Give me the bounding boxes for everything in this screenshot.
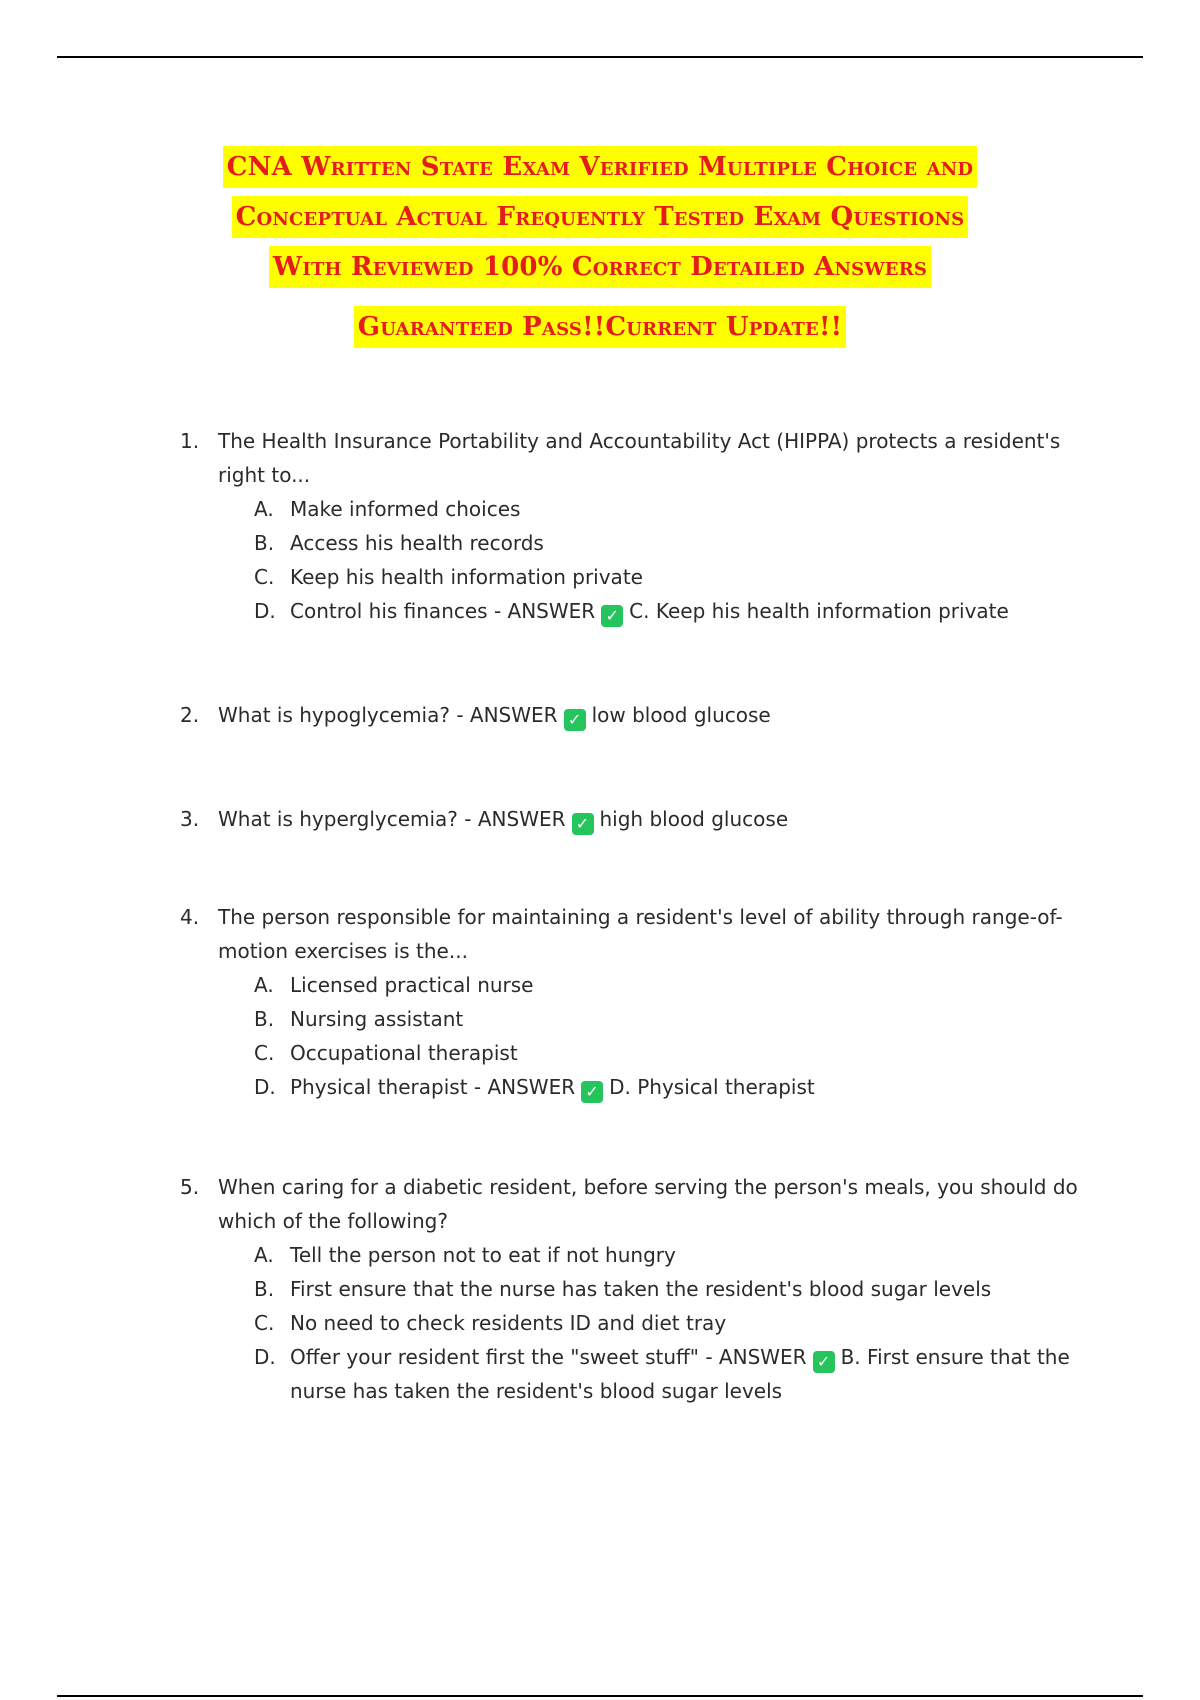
option-list xyxy=(218,1238,1080,1408)
answer-text: C. Keep his health information private xyxy=(629,599,1009,623)
option-d: D. Offer your resident first the "sweet stuff" - ANSWER ✓ B. First ensure that the nurse has taken the resident's blood sugar levels xyxy=(254,1345,1070,1403)
question-number: 2. xyxy=(180,703,200,727)
question-4 xyxy=(180,900,1080,1104)
option-d: D. Physical therapist - ANSWER ✓ D. Physical therapist xyxy=(254,1075,815,1101)
check-mark-icon: ✓ xyxy=(572,813,594,835)
question-3 xyxy=(180,802,1080,836)
question-text: The Health Insurance Portability and Accountability Act (HIPPA) protects a resident's right to... xyxy=(218,429,1061,487)
title-line-4: Guaranteed Pass!!Current Update!! xyxy=(0,306,1200,348)
answer-text: high blood glucose xyxy=(599,807,789,831)
question-text: What is hyperglycemia? - ANSWER ✓ high blood glucose xyxy=(218,807,789,833)
question-number: 4. xyxy=(180,905,200,929)
option-list xyxy=(218,968,1080,1104)
question-text: When caring for a diabetic resident, before serving the person's meals, you should do which of the following? xyxy=(218,1175,1078,1233)
question-text: What is hypoglycemia? - ANSWER ✓ low blood glucose xyxy=(218,703,771,729)
answer-text: B. First ensure that the nurse has taken the resident's blood sugar levels xyxy=(290,1345,1070,1403)
question-2 xyxy=(180,698,1080,732)
question-1 xyxy=(180,424,1080,628)
check-mark-icon: ✓ xyxy=(601,605,623,627)
title-line-3: With Reviewed 100% Correct Detailed Answers xyxy=(0,246,1200,288)
check-mark-icon: ✓ xyxy=(581,1081,603,1103)
option-b: B. Nursing assistant xyxy=(254,1007,464,1031)
option-c: C. No need to check residents ID and diet tray xyxy=(254,1311,727,1335)
check-mark-icon: ✓ xyxy=(564,709,586,731)
question-text: The person responsible for maintaining a resident's level of ability through range-of-motion exercises is the... xyxy=(218,905,1063,963)
option-a: A. Tell the person not to eat if not hungry xyxy=(254,1243,676,1267)
answer-text: D. Physical therapist xyxy=(609,1075,815,1099)
title-line-1: CNA Written State Exam Verified Multiple Choice and xyxy=(0,146,1200,188)
title-line-2: Conceptual Actual Frequently Tested Exam Questions xyxy=(0,196,1200,238)
question-number: 1. xyxy=(180,429,200,453)
question-number: 5. xyxy=(180,1175,200,1199)
option-c: C. Keep his health information private xyxy=(254,565,643,589)
answer-text: low blood glucose xyxy=(591,703,771,727)
document-title xyxy=(0,146,1200,356)
option-list xyxy=(218,492,1080,628)
check-mark-icon: ✓ xyxy=(813,1351,835,1373)
question-5 xyxy=(180,1170,1080,1408)
option-c: C. Occupational therapist xyxy=(254,1041,518,1065)
top-rule xyxy=(57,56,1143,58)
option-b: B. First ensure that the nurse has taken the resident's blood sugar levels xyxy=(254,1277,992,1301)
question-number: 3. xyxy=(180,807,200,831)
option-d: D. Control his finances - ANSWER ✓ C. Keep his health information private xyxy=(254,599,1009,625)
question-list xyxy=(180,424,1080,1408)
option-b: B. Access his health records xyxy=(254,531,544,555)
bottom-rule xyxy=(57,1695,1143,1697)
option-a: A. Licensed practical nurse xyxy=(254,973,534,997)
option-a: A. Make informed choices xyxy=(254,497,521,521)
